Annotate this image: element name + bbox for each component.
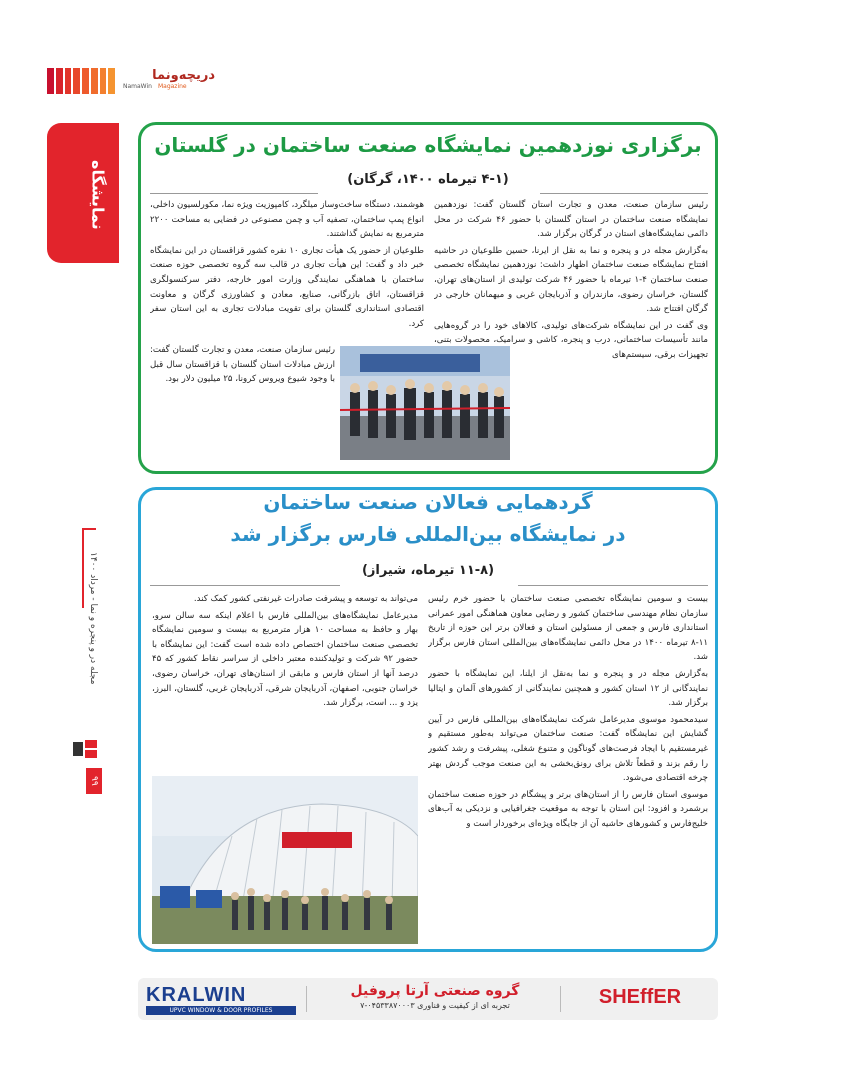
article-1-rule-right: [540, 193, 708, 194]
paragraph: می‌تواند به توسعه و پیشرفت صادرات غیرنفتی کشور کمک کند.: [193, 594, 418, 604]
paragraph: به‌گزارش مجله در و پنجره و نما به نقل از ایرنا، حسین طلوعیان در حاشیه افتتاح نمایشگاه صنعت ساختمان اظهار داشت: نوزدهمین نمایشگاه تخصصی صنعت ساختمان ۴-۱ تیرماه با حضور ۴۶ شرکت تولیدی از استان‌های تهران، گلستان، خراسان رضوی، مازندران و آذربایجان غربی و میهمانان خارجی در گرگان افتتاح شد.: [434, 245, 708, 315]
article-2-rule-right: [518, 585, 708, 586]
paragraph: وی گفت در این نمایشگاه شرکت‌های تولیدی، کالاهای خود را در گروه‌هایی مانند تأسیسات ساختمانی، درب و پنجره، کاشی و سرامیک، محصولات بتنی، تجهیزات برقی، سیستم‌های: [434, 320, 708, 360]
article-2-title-line-1: گردهمایی فعالان صنعت ساختمان: [263, 490, 593, 514]
kralwin-ad[interactable]: [146, 984, 296, 1016]
article-1-photo: [340, 346, 510, 460]
paragraph: سیدمحمود موسوی مدیرعامل شرکت نمایشگاه‌های بین‌المللی فارس در آیین گشایش این نمایشگاه گفت: صنعت ساختمان می‌تواند به‌طور مستقیم و غیرمستقیم با ایجاد فرصت‌های گوناگون و متنوع شغلی، پیشرفت و رشد کشور را رقم بزند و قطعاً تلاش برای رونق‌بخشی به این صنعت موجب گردش بهتر چرخه اقتصادی می‌شود.: [428, 714, 708, 784]
artaa-title: گروه صنعتی آرتا پروفیل: [350, 983, 520, 999]
article-1-subtitle: (۴-۱ تیرماه ۱۴۰۰، گرگان): [347, 172, 509, 187]
article-2-subtitle: (۱۱-۸ تیرماه، شیراز): [361, 563, 495, 578]
paragraph: مدیرعامل نمایشگاه‌های بین‌المللی فارس با اعلام اینکه سه سالن سرو، بهار و حافظ به مساحت ۱۰ هزار مترمربع به بیست و سومین نمایشگاه تخصصی صنعت ساختمان اختصاص داده شده است گفت: این نمایشگاه با حضور ۹۲ شرکت و تولیدکننده معتبر داخلی از سراسر نقاط کشور که ۴۵ درصد آنها از استان فارس و مابقی از استان‌های تهران، خراسان رضوی، خراسان جنوبی، اصفهان، آذربایجان شرقی، آذربایجان غربی، گلستان، البرز، یزد و ... است، برگزار شد.: [152, 610, 418, 709]
paragraph: رئیس سازمان صنعت، معدن و تجارت گلستان گفت: ارزش مبادلات استان گلستان با قزاقستان سال قبل با وجود شیوع ویروس کرونا، ۲۵ میلیون دلار بود.: [150, 345, 335, 385]
article-1-column-left-bottom: [150, 343, 335, 465]
ad-divider: [560, 986, 561, 1012]
article-1-column-left-top: [150, 198, 424, 338]
sheffer-ad[interactable]: [590, 984, 690, 1016]
ad-divider: [306, 986, 307, 1012]
article-1-rule-left: [150, 193, 318, 194]
article-1-title: برگزاری نوزدهمین نمایشگاه صنعت ساختمان در گلستان: [154, 133, 702, 157]
artaa-sub: تجربه ای از کیفیت و فناوری ۰۴۵۳۳۸۷۰۰۰۳-۷: [360, 1001, 510, 1010]
article-2-photo: [152, 776, 418, 944]
page-number: ۹۹: [86, 768, 102, 794]
window-mark-icon: [71, 738, 101, 760]
kralwin-sub: UPVC WINDOW & DOOR PROFILES: [146, 1006, 296, 1015]
article-2-rule-left: [150, 585, 340, 586]
header-stripes: [47, 68, 117, 94]
side-divider-tick: [82, 528, 96, 530]
kralwin-name: KRALWIN: [146, 984, 247, 1006]
article-2-title-line-2: در نمایشگاه بین‌المللی فارس برگزار شد: [230, 522, 626, 546]
paragraph: به‌گزارش مجله در و پنجره و نما به‌نقل از ایلنا، این نمایشگاه با حضور نمایندگانی از ۱۲ استان کشور و همچنین نمایندگانی از کشورهای آلمان و ایتالیا برگزار شد.: [428, 668, 708, 709]
issue-line: مجله در و پنجره و نما - مرداد ۱۴۰۰: [88, 552, 98, 685]
logo-brand: NamaWin: [123, 83, 152, 90]
paragraph: طلوعیان از حضور یک هیأت تجاری ۱۰ نفره کشور قزاقستان در این نمایشگاه خبر داد و گفت: این هیأت تجاری در قالب سه گروه تخصصی حوزه صنعت ساختمان با هماهنگی نمایندگی وزارت امور خارجه، دفتر سرکنسولگری قزاقستان، اتاق بازرگانی، صنایع، معادن و کشاورزی گرگان و معاونت اقتصادی استانداری گلستان برای تقویت مبادلات تجاری به این استان سفر کرد.: [150, 245, 424, 329]
article-2-column-right: [428, 592, 708, 948]
logo-magazine: Magazine: [157, 83, 187, 90]
sheffer-name: SHEffER: [598, 986, 682, 1008]
logo-title: دریچه‌ونما: [152, 68, 215, 83]
paragraph: رئیس سازمان صنعت، معدن و تجارت استان گلستان گفت: نوزدهمین نمایشگاه صنعت ساختمان در استان گلستان با حضور ۴۶ شرکت در محل دائمی نمایشگاه‌های استان در گرگان برگزار شد.: [434, 200, 708, 240]
magazine-logo[interactable]: [123, 68, 215, 94]
artaa-profile-ad[interactable]: [320, 982, 550, 1018]
paragraph: هوشمند، دستگاه ساخت‌وساز میلگرد، کامپوزیت ویژه نما، مکورلسیون داخلی، انواع پمپ ساختمان، تصفیه آب و چمن مصنوعی در فضایی به مساحت ۲۲۰۰ مترمربع به نمایش گذاشتند.: [150, 200, 424, 240]
article-2-column-left: [152, 592, 418, 772]
paragraph: بیست و سومین نمایشگاه تخصصی صنعت ساختمان با حضور خرم رئیس سازمان نظام مهندسی ساختمان کشور و رضایی معاون هماهنگی امور عمرانی استانداری فارس و جمعی از مسئولین استان و فعالان برتر این حوزه از تاریخ ۱۱-۸ تیرماه ۱۴۰۰ در محل دائمی نمایشگاه‌های بین‌المللی استان فارس برگزار شد.: [428, 594, 708, 663]
section-label: نمایشگاه: [88, 160, 108, 230]
paragraph: موسوی استان فارس را از استان‌های برتر و پیشگام در حوزه صنعت ساختمان برشمرد و افزود: این استان با توجه به موقعیت جغرافیایی و نزدیکی به آب‌های خلیج‌فارس و کشورهای حاشیه آن از جایگاه ویژه‌ای برخوردار است و: [428, 789, 708, 829]
